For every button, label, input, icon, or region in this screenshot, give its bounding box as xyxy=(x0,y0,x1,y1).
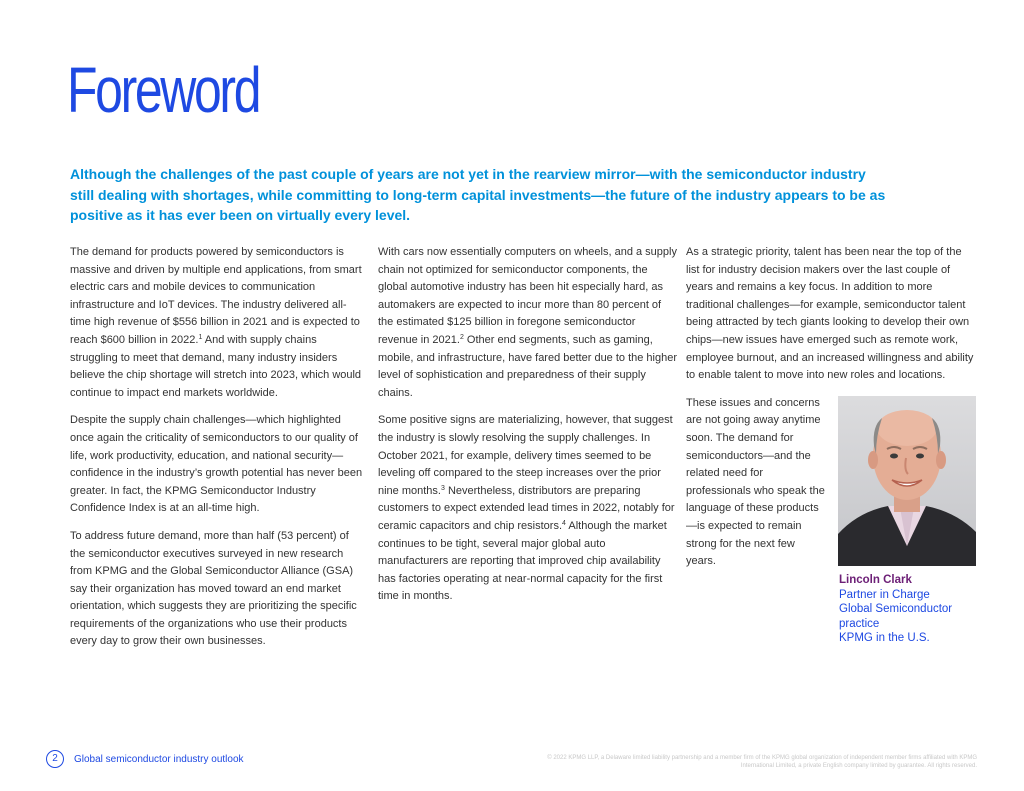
signatory-role: Partner in Charge xyxy=(839,588,930,601)
signature-block xyxy=(839,573,989,646)
publication-title: Global semiconductor industry outlook xyxy=(74,753,244,765)
column-2-paragraph-1: With cars now essentially computers on wheels, and a supply chain not optimized for semiconductor components, the global automotive industry has been hit especially hard, as automakers are expected to incur more than 80 percent of the estimated $125 billion in foregone semiconductor revenue in 2021.$^2$ Other end segments, such as gaming, mobile, and infrastructure, have fared better due to the higher level of sophistication and preparedness of their supply chains. xyxy=(378,246,678,399)
signatory-practice: Global Semiconductor practice xyxy=(839,603,953,630)
footnote-ref[interactable]: 3 xyxy=(440,484,445,492)
column-2-paragraph-2: Some positive signs are materializing, however, that suggest the industry is slowly resolving the supply challenges. In October 2021, for example, delivery times seemed to be leveling off compared to the steep increases over the prior nine months.$^3$ Nevertheless, distributors are preparing customers to expect extended lead times in 2022, notably for ceramic capacitors and chip resistors.$^4$ Although the market continues to be tight, several major global auto manufacturers are reporting that improved chip availability has factories operating at near-normal capacity for the first time in months. xyxy=(378,414,675,603)
column-3-paragraph-1: As a strategic priority, talent has been near the top of the list for industry decision makers over the last couple of years and remains a key focus. In addition to more traditional challenges—for example, semiconductor talent being attracted by tech giants looking to develop their own chips—new issues have emerged such as remote work, employee burnout, and an increased willingness and ability to enable talent to move into new roles and locations. xyxy=(686,246,974,382)
column-1-paragraph-3: To address future demand, more than half (53 percent) of the semiconductor executives surveyed in new research from KPMG and the Global Semiconductor Alliance (GSA) say their organization has moved toward an end market orientation, which suggests they are prioritizing the specific requirements of the organizations who use their products every day to grow their own businesses. xyxy=(70,529,357,648)
column-1-paragraph-1: The demand for products powered by semiconductors is massive and driven by multiple end applications, from smart electric cars and mobile devices to communication infrastructure and IoT devices. The industry delivered all-time high revenue of $556 billion in 2021 and is expected to reach $600 billion in 2022.$^1$ And with supply chains struggling to meet that demand, many industry insiders believe the chip shortage will stretch into 2023, which would continue to impact end markets worldwide. xyxy=(70,246,362,399)
footnote-ref[interactable]: 1 xyxy=(198,333,203,341)
portrait-photo xyxy=(838,396,976,566)
page-title: Foreword xyxy=(67,54,260,126)
column-1 xyxy=(70,244,366,661)
page-number: 2 xyxy=(46,750,64,768)
legal-notice: © 2022 KPMG LLP, a Delaware limited liability partnership and a member firm of the KPMG global organization of independent member firms affiliated with KPMG International Limited, a private English company limited by guarantee. All rights reserved. xyxy=(547,755,977,769)
signatory-name: Lincoln Clark xyxy=(839,574,912,586)
column-1-paragraph-2: Despite the supply chain challenges—which highlighted once again the criticality of semiconductors to our quality of life, work productivity, education, and national security—confidence in the industry’s growth potential has never been greater. In fact, the KPMG Semiconductor Industry Confidence Index is at an all-time high. xyxy=(70,414,363,515)
portrait-illustration xyxy=(838,396,976,566)
column-3-paragraph-2: These issues and concerns are not going away anytime soon. The demand for semiconductors—and the related need for professionals who speak the language of these products—is expected to remain strong for the next few years. xyxy=(686,396,825,568)
footnote-ref[interactable]: 2 xyxy=(459,333,464,341)
signatory-firm: KPMG in the U.S. xyxy=(839,632,930,644)
lede-paragraph: Although the challenges of the past couple of years are not yet in the rearview mirror—with the semiconductor industry still dealing with shortages, while committing to long-term capital investments—the future of the industry appears to be as positive as it has ever been on virtually every level. xyxy=(70,166,886,223)
footnote-ref[interactable]: 4 xyxy=(562,519,566,527)
column-2 xyxy=(378,244,678,616)
page-footer xyxy=(46,750,244,768)
